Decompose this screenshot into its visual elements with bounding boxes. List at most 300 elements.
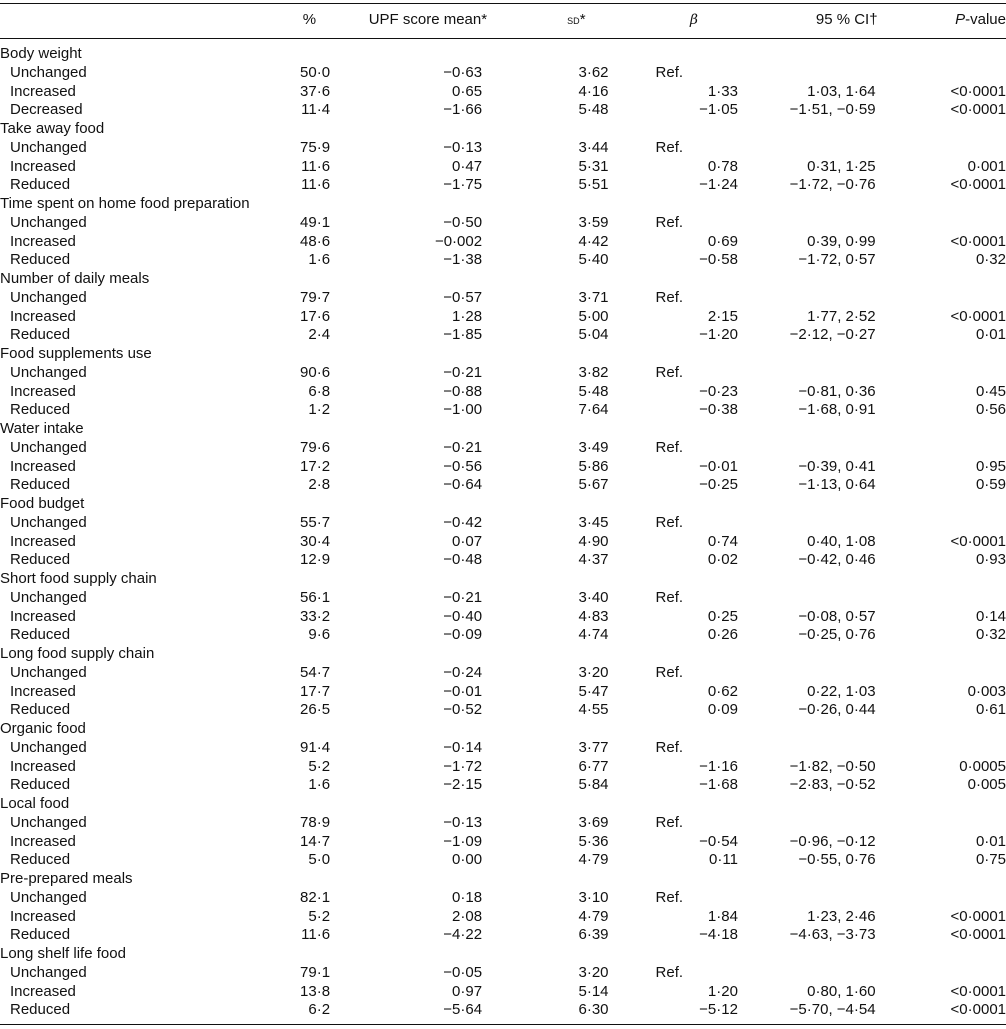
upf-mean-cell: −1·75: [443, 176, 483, 194]
percent-cell: 5·0: [308, 851, 331, 869]
beta-cell: Ref.: [655, 513, 684, 531]
table-row: [0, 214, 1006, 233]
percent-cell: 9·6: [308, 626, 331, 644]
percent-cell: 78·9: [300, 813, 331, 831]
percent-cell: 17·7: [300, 682, 331, 700]
upf-mean-cell: −0·52: [443, 701, 483, 719]
sd-cell: 3·44: [578, 138, 609, 156]
sd-cell: 5·31: [578, 157, 609, 175]
sd-cell: 5·86: [578, 457, 609, 475]
upf-mean-cell: −0·09: [443, 626, 483, 644]
ci-cell: −0·39, 0·41: [798, 457, 876, 475]
p-value-cell: [912, 214, 1006, 233]
p-value-cell: <0·0001: [950, 982, 1006, 1000]
ci-cell: [738, 289, 912, 308]
beta-cell: −0·58: [699, 251, 738, 269]
ci-cell: [738, 664, 912, 683]
percent-cell: 79·6: [300, 438, 331, 456]
upf-mean-cell: −1·85: [443, 326, 483, 344]
row-label: Increased: [10, 532, 76, 550]
row-label: Increased: [10, 382, 76, 400]
upf-mean-cell: −1·38: [443, 251, 483, 269]
row-label: Unchanged: [10, 438, 87, 456]
table-row: [0, 758, 1006, 777]
ci-cell: −0·55, 0·76: [798, 851, 876, 869]
table-body: [0, 39, 1006, 1025]
upf-mean-cell: −1·72: [443, 757, 483, 775]
sd-cell: 5·67: [578, 476, 609, 494]
group-header-row: [0, 195, 1006, 214]
sd-cell: 3·20: [578, 963, 609, 981]
percent-cell: 6·2: [249, 1001, 334, 1024]
percent-cell: 90·6: [300, 363, 331, 381]
sd-cell: 5·04: [578, 326, 609, 344]
p-value-cell: [912, 589, 1006, 608]
ci-cell: −0·08, 0·57: [798, 607, 876, 625]
beta-cell: Ref.: [655, 963, 684, 981]
upf-mean-cell: −0·50: [443, 213, 483, 231]
group-label: Take away food: [0, 120, 105, 137]
beta-cell: −0·54: [699, 832, 738, 850]
header-sd-mark: *: [579, 10, 586, 28]
header-label: [0, 4, 249, 39]
row-label: Increased: [10, 907, 76, 925]
table-row: [0, 983, 1006, 1002]
p-value-cell: <0·0001: [950, 176, 1006, 194]
ci-cell: [738, 364, 912, 383]
group-label: Organic food: [0, 720, 86, 737]
table-row: [0, 326, 1006, 345]
p-value-cell: 0·75: [975, 851, 1006, 869]
table-row: [0, 776, 1006, 795]
percent-cell: 56·1: [300, 588, 331, 606]
sd-cell: 3·62: [578, 63, 609, 81]
percent-cell: 37·6: [300, 82, 331, 100]
p-value-cell: <0·0001: [950, 907, 1006, 925]
table-row: [0, 251, 1006, 270]
p-value-cell: 0·14: [975, 607, 1006, 625]
group-header-row: [0, 495, 1006, 514]
upf-mean-cell: −0·56: [443, 457, 483, 475]
table-row: [0, 1001, 1006, 1024]
upf-mean-cell: −4·22: [443, 926, 483, 944]
row-label: Unchanged: [10, 738, 87, 756]
sd-cell: 5·36: [578, 832, 609, 850]
group-header-row: [0, 870, 1006, 889]
group-header-row: [0, 945, 1006, 964]
upf-mean-cell: −0·40: [443, 607, 483, 625]
table-row: [0, 364, 1006, 383]
percent-cell: 14·7: [300, 832, 331, 850]
p-value-cell: 0·45: [975, 382, 1006, 400]
beta-cell: −0·01: [699, 457, 738, 475]
row-label: Unchanged: [10, 588, 87, 606]
p-value-cell: 0·59: [975, 476, 1006, 494]
percent-cell: 6·8: [308, 382, 331, 400]
beta-cell: −0·25: [699, 476, 738, 494]
row-label: Unchanged: [10, 288, 87, 306]
percent-cell: 75·9: [300, 138, 331, 156]
ci-cell: 1·23, 2·46: [807, 907, 876, 925]
p-value-cell: 0·01: [975, 832, 1006, 850]
p-value-cell: [912, 664, 1006, 683]
beta-cell: −0·38: [699, 401, 738, 419]
beta-cell: Ref.: [655, 813, 684, 831]
beta-cell: −0·23: [699, 382, 738, 400]
sd-cell: 3·59: [578, 213, 609, 231]
header-sd-text: sd: [567, 11, 580, 27]
p-value-cell: 0·32: [975, 251, 1006, 269]
ci-cell: −1·13, 0·64: [798, 476, 876, 494]
p-value-cell: <0·0001: [950, 532, 1006, 550]
p-value-cell: [912, 439, 1006, 458]
percent-cell: 54·7: [300, 663, 331, 681]
ci-cell: −0·96, −0·12: [789, 832, 876, 850]
percent-cell: 79·1: [300, 963, 331, 981]
sd-cell: 3·45: [578, 513, 609, 531]
ci-cell: −1·72, −0·76: [789, 176, 876, 194]
table-header: [0, 4, 1006, 39]
percent-cell: 12·9: [300, 551, 331, 569]
upf-mean-cell: −0·64: [443, 476, 483, 494]
ci-cell: [738, 589, 912, 608]
p-value-cell: <0·0001: [950, 82, 1006, 100]
ci-cell: −0·25, 0·76: [798, 626, 876, 644]
ci-cell: −0·26, 0·44: [798, 701, 876, 719]
sd-cell: 6·77: [578, 757, 609, 775]
row-label: Reduced: [0, 1001, 249, 1024]
table-row: [0, 814, 1006, 833]
beta-cell: −1·24: [699, 176, 738, 194]
percent-cell: 2·8: [308, 476, 331, 494]
upf-mean-cell: −0·42: [443, 513, 483, 531]
table-row: [0, 926, 1006, 945]
table-row: [0, 476, 1006, 495]
group-label: Number of daily meals: [0, 270, 150, 287]
ci-cell: [738, 814, 912, 833]
header-sd: [515, 4, 609, 39]
ci-cell: −4·63, −3·73: [789, 926, 876, 944]
upf-mean-cell: −0·21: [443, 438, 483, 456]
upf-mean-cell: 2·08: [452, 907, 483, 925]
table-row: [0, 683, 1006, 702]
p-value-cell: <0·0001: [950, 101, 1006, 119]
beta-cell: 0·69: [707, 232, 738, 250]
upf-mean-cell: −0·63: [443, 63, 483, 81]
sd-cell: 5·40: [578, 251, 609, 269]
p-value-cell: 0·005: [967, 776, 1006, 794]
ci-cell: −0·42, 0·46: [798, 551, 876, 569]
upf-mean-cell: −0·24: [443, 663, 483, 681]
row-label: Increased: [10, 682, 76, 700]
ci-cell: [738, 64, 912, 83]
row-label: Unchanged: [10, 513, 87, 531]
header-p-rest: -value: [965, 10, 1006, 28]
row-label: Reduced: [10, 176, 71, 194]
sd-cell: 3·77: [578, 738, 609, 756]
table-row: [0, 608, 1006, 627]
beta-cell: Ref.: [655, 213, 684, 231]
group-label: Long food supply chain: [0, 645, 155, 662]
table-row: [0, 964, 1006, 983]
table-row: [0, 83, 1006, 102]
beta-cell: 0·11: [709, 851, 738, 869]
beta-cell: −1·20: [699, 326, 738, 344]
table-row: [0, 308, 1006, 327]
sd-cell: 3·69: [578, 813, 609, 831]
header-upf-mean: UPF score mean*: [334, 4, 515, 39]
percent-cell: 13·8: [300, 982, 331, 1000]
upf-mean-cell: −0·88: [443, 382, 483, 400]
upf-mean-cell: 0·00: [452, 851, 483, 869]
percent-cell: 2·4: [308, 326, 331, 344]
sd-cell: 5·84: [578, 776, 609, 794]
ci-cell: −1·72, 0·57: [798, 251, 876, 269]
p-value-cell: 0·61: [975, 701, 1006, 719]
p-value-cell: [912, 364, 1006, 383]
group-label: Short food supply chain: [0, 570, 157, 587]
sd-cell: 3·20: [578, 663, 609, 681]
group-header-row: [0, 720, 1006, 739]
table-row: [0, 664, 1006, 683]
table-row: [0, 514, 1006, 533]
table-row: [0, 833, 1006, 852]
row-label: Reduced: [10, 851, 71, 869]
beta-cell: 2·15: [707, 307, 738, 325]
sd-cell: 4·37: [578, 551, 609, 569]
percent-cell: 33·2: [300, 607, 331, 625]
ci-cell: −0·81, 0·36: [798, 382, 876, 400]
beta-cell: Ref.: [655, 363, 684, 381]
upf-mean-cell: −1·00: [443, 401, 483, 419]
row-label: Unchanged: [10, 963, 87, 981]
sd-cell: 5·48: [578, 101, 609, 119]
p-value-cell: <0·0001: [950, 307, 1006, 325]
percent-cell: 11·6: [301, 157, 331, 175]
ci-cell: −5·70, −4·54: [738, 1001, 912, 1024]
row-label: Unchanged: [10, 663, 87, 681]
row-label: Unchanged: [10, 138, 87, 156]
sd-cell: 5·00: [578, 307, 609, 325]
group-label: Food budget: [0, 495, 85, 512]
p-value-cell: [912, 289, 1006, 308]
table-row: [0, 551, 1006, 570]
upf-mean-cell: −0·21: [443, 363, 483, 381]
ci-cell: −2·12, −0·27: [789, 326, 876, 344]
row-label: Increased: [10, 157, 76, 175]
upf-mean-cell: −2·15: [443, 776, 483, 794]
upf-mean-cell: −0·13: [443, 138, 483, 156]
group-label: Food supplements use: [0, 345, 152, 362]
p-value-cell: <0·0001: [950, 232, 1006, 250]
upf-mean-cell: −0·21: [443, 588, 483, 606]
beta-cell: 0·25: [707, 607, 738, 625]
percent-cell: 11·6: [301, 926, 331, 944]
row-label: Increased: [10, 307, 76, 325]
beta-cell: Ref.: [655, 588, 684, 606]
percent-cell: 91·4: [300, 738, 331, 756]
table-row: [0, 739, 1006, 758]
beta-cell: 0·02: [707, 551, 738, 569]
row-label: Increased: [10, 457, 76, 475]
p-value-cell: 0·01: [975, 326, 1006, 344]
row-label: Unchanged: [10, 813, 87, 831]
beta-cell: Ref.: [655, 63, 684, 81]
table-row: [0, 139, 1006, 158]
row-label: Unchanged: [10, 363, 87, 381]
beta-cell: 1·84: [707, 907, 738, 925]
row-label: Reduced: [10, 701, 71, 719]
upf-mean-cell: −0·14: [443, 738, 483, 756]
percent-cell: 5·2: [308, 907, 331, 925]
upf-mean-cell: −0·01: [443, 682, 483, 700]
row-label: Reduced: [10, 926, 71, 944]
sd-cell: 6·39: [578, 926, 609, 944]
sd-cell: 7·64: [578, 401, 609, 419]
percent-cell: 82·1: [300, 888, 331, 906]
ci-cell: 1·77, 2·52: [807, 307, 876, 325]
sd-cell: 5·51: [578, 176, 609, 194]
sd-cell: 4·42: [578, 232, 609, 250]
p-value-cell: 0·003: [967, 682, 1006, 700]
upf-mean-cell: −0·13: [443, 813, 483, 831]
percent-cell: 11·4: [301, 101, 331, 119]
sd-cell: 4·74: [578, 626, 609, 644]
group-label: Local food: [0, 795, 70, 812]
sd-cell: 5·47: [578, 682, 609, 700]
table-row: [0, 64, 1006, 83]
beta-cell: Ref.: [655, 288, 684, 306]
row-label: Decreased: [10, 101, 83, 119]
header-percent: %: [249, 4, 334, 39]
header-beta: β: [610, 4, 738, 39]
group-header-row: [0, 270, 1006, 289]
row-label: Unchanged: [10, 63, 87, 81]
table-row: [0, 533, 1006, 552]
upf-score-table: [0, 3, 1006, 1025]
percent-cell: 17·6: [300, 307, 331, 325]
row-label: Increased: [10, 607, 76, 625]
p-value-cell: [912, 64, 1006, 83]
beta-cell: Ref.: [655, 738, 684, 756]
percent-cell: 30·4: [300, 532, 331, 550]
p-value-cell: 0·93: [975, 551, 1006, 569]
sd-cell: 4·79: [578, 907, 609, 925]
ci-cell: [738, 214, 912, 233]
beta-cell: −1·05: [699, 101, 738, 119]
percent-cell: 49·1: [300, 213, 331, 231]
ci-cell: 0·80, 1·60: [807, 982, 876, 1000]
beta-cell: Ref.: [655, 663, 684, 681]
p-value-cell: [912, 739, 1006, 758]
beta-cell: 0·74: [707, 532, 738, 550]
beta-cell: 1·20: [707, 982, 738, 1000]
p-value-cell: 0·0005: [959, 757, 1006, 775]
upf-mean-cell: 1·28: [452, 307, 483, 325]
row-label: Increased: [10, 982, 76, 1000]
group-header-row: [0, 345, 1006, 364]
sd-cell: 5·14: [578, 982, 609, 1000]
row-label: Reduced: [10, 626, 71, 644]
table-row: [0, 626, 1006, 645]
beta-cell: Ref.: [655, 438, 684, 456]
percent-cell: 79·7: [300, 288, 331, 306]
p-value-cell: [912, 514, 1006, 533]
upf-mean-cell: 0·65: [452, 82, 483, 100]
sd-cell: 4·90: [578, 532, 609, 550]
percent-cell: 1·2: [308, 401, 331, 419]
table-row: [0, 289, 1006, 308]
table-row: [0, 889, 1006, 908]
beta-cell: 0·62: [707, 682, 738, 700]
header-p-italic: P: [955, 10, 966, 28]
ci-cell: 0·22, 1·03: [807, 682, 876, 700]
group-header-row: [0, 120, 1006, 139]
upf-mean-cell: 0·18: [452, 888, 483, 906]
group-label: Body weight: [0, 45, 82, 62]
percent-cell: 26·5: [300, 701, 331, 719]
percent-cell: 1·6: [308, 776, 331, 794]
sd-cell: 4·79: [578, 851, 609, 869]
row-label: Reduced: [10, 551, 71, 569]
group-header-row: [0, 570, 1006, 589]
ci-cell: [738, 139, 912, 158]
ci-cell: 0·39, 0·99: [807, 232, 876, 250]
upf-mean-cell: 0·07: [452, 532, 483, 550]
sd-cell: 3·71: [578, 288, 609, 306]
row-label: Increased: [10, 757, 76, 775]
upf-mean-cell: −5·64: [334, 1001, 515, 1024]
percent-cell: 1·6: [308, 251, 331, 269]
beta-cell: Ref.: [655, 888, 684, 906]
sd-cell: 5·48: [578, 382, 609, 400]
p-value-cell: 0·95: [975, 457, 1006, 475]
sd-cell: 6·30: [515, 1001, 609, 1024]
row-label: Reduced: [10, 326, 71, 344]
p-value-cell: [912, 964, 1006, 983]
beta-cell: 0·26: [707, 626, 738, 644]
table-row: [0, 908, 1006, 927]
ci-cell: [738, 964, 912, 983]
ci-cell: [738, 889, 912, 908]
group-header-row: [0, 645, 1006, 664]
percent-cell: 17·2: [300, 457, 331, 475]
beta-cell: 0·09: [707, 701, 738, 719]
group-label: Long shelf life food: [0, 945, 126, 962]
table-row: [0, 233, 1006, 252]
beta-cell: −4·18: [699, 926, 738, 944]
p-value-cell: 0·56: [975, 401, 1006, 419]
table-row: [0, 383, 1006, 402]
p-value-cell: 0·001: [967, 157, 1006, 175]
percent-cell: 5·2: [308, 757, 331, 775]
sd-cell: 3·10: [578, 888, 609, 906]
table-row: [0, 158, 1006, 177]
beta-cell: −5·12: [610, 1001, 738, 1024]
sd-cell: 3·82: [578, 363, 609, 381]
beta-cell: −1·16: [699, 757, 738, 775]
table-row: [0, 458, 1006, 477]
p-value-cell: [912, 139, 1006, 158]
ci-cell: 1·03, 1·64: [807, 82, 876, 100]
header-p-value: [912, 4, 1006, 39]
p-value-cell: <0·0001: [912, 1001, 1006, 1024]
percent-cell: 48·6: [300, 232, 331, 250]
ci-cell: −1·82, −0·50: [789, 757, 876, 775]
group-label: Time spent on home food preparation: [0, 195, 250, 212]
ci-cell: [738, 439, 912, 458]
upf-mean-cell: 0·47: [452, 157, 483, 175]
